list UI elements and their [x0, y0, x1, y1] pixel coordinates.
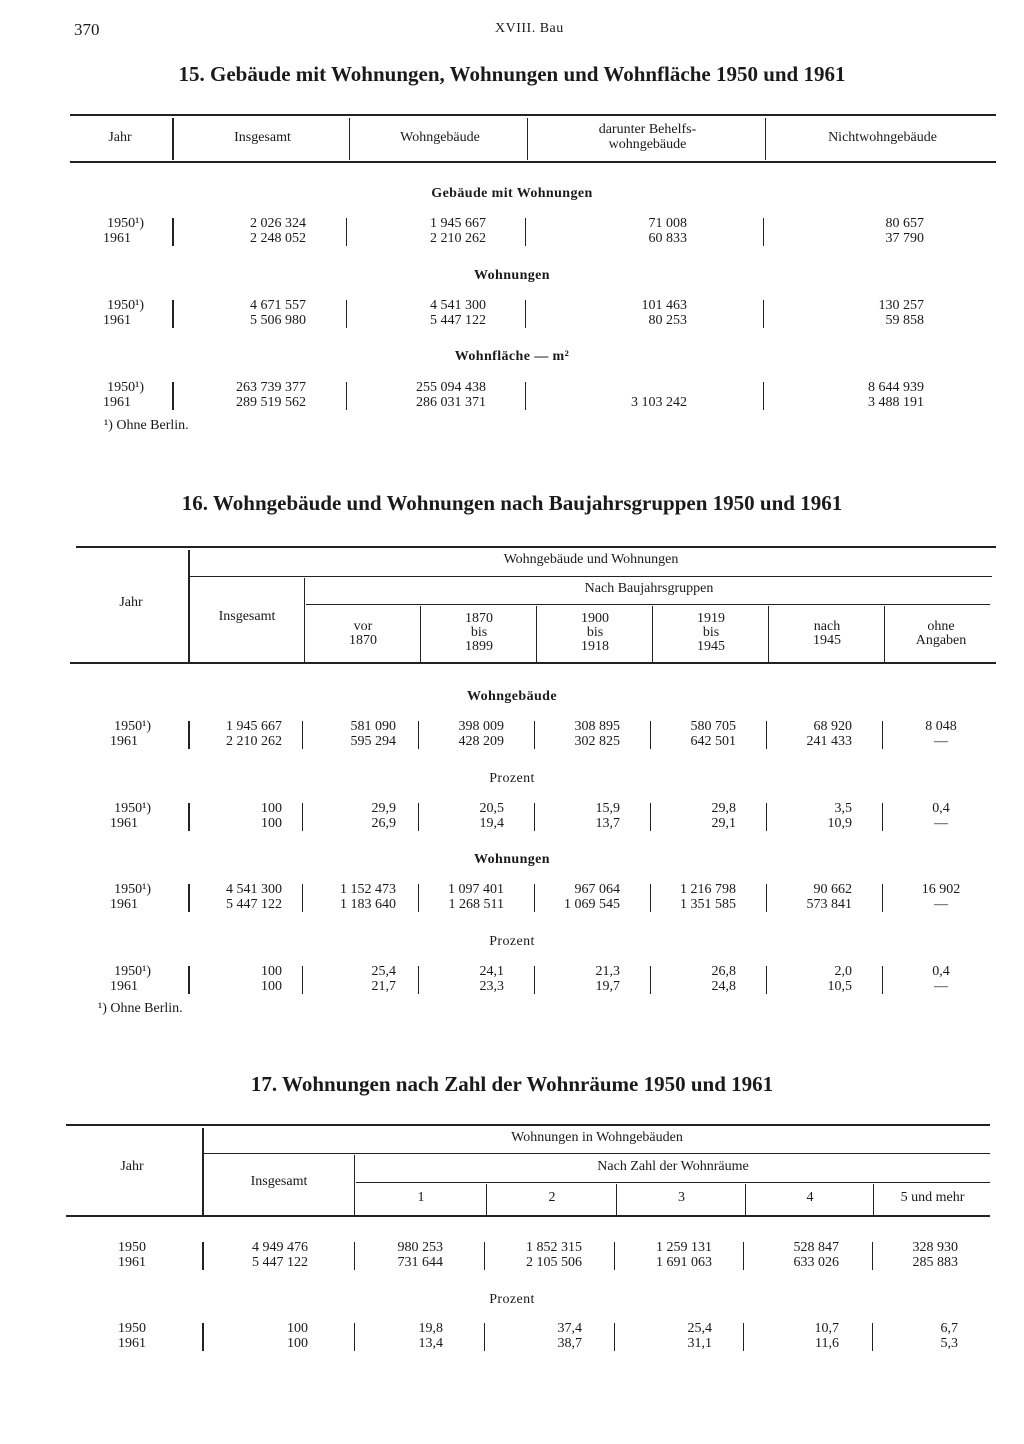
t15-section-label: Wohnfläche — m² — [454, 349, 570, 364]
t16-cell: 100 — [261, 816, 282, 831]
t16-header-sub: Nach Baujahrsgruppen — [584, 581, 714, 596]
t16-cell: 302 825 — [574, 734, 620, 749]
t16-cell: 308 895 — [574, 719, 620, 734]
t16-cell: 241 433 — [806, 734, 852, 749]
t16-row-divider — [882, 966, 883, 994]
t17-col-divider — [745, 1184, 746, 1215]
t16-header-c4: 1919 — [697, 611, 725, 626]
t17-col-divider — [616, 1184, 617, 1215]
t16-header-rule — [306, 604, 990, 605]
t15-year: 1950¹) — [107, 380, 144, 395]
t17-section-label: Prozent — [489, 1292, 535, 1307]
t15-section-label: Wohnungen — [474, 268, 550, 283]
t16-cell: 20,5 — [479, 801, 504, 816]
t16-cell: 398 009 — [458, 719, 504, 734]
t16-cell: 10,5 — [827, 979, 852, 994]
t15-cell: 289 519 562 — [236, 395, 306, 410]
t16-cell: 1 069 545 — [564, 897, 620, 912]
t16-col-divider — [652, 606, 653, 662]
t17-cell: 285 883 — [912, 1255, 958, 1270]
t15-cell: 80 253 — [648, 313, 687, 328]
t17-row-divider — [614, 1323, 615, 1351]
t16-header-c2: bis — [470, 625, 488, 640]
t16-cell: 24,1 — [479, 964, 504, 979]
t16-section-label: Prozent — [489, 934, 535, 949]
t16-cell: 428 209 — [458, 734, 504, 749]
t15-cell: 101 463 — [641, 298, 687, 313]
table-17-title: 17. Wohnungen nach Zahl der Wohnräume 1950 und 1961 — [250, 1072, 774, 1096]
t16-header-c3: 1918 — [581, 639, 609, 654]
t16-year: 1950¹) — [114, 719, 151, 734]
t16-cell: 580 705 — [690, 719, 736, 734]
t17-row-divider — [872, 1242, 873, 1270]
t15-header-wohngebaeude: Wohngebäude — [400, 130, 480, 145]
t15-cell: 2 210 262 — [430, 231, 486, 246]
t16-cell: 25,4 — [371, 964, 396, 979]
t16-cell: 1 268 511 — [448, 897, 504, 912]
t16-header-rule — [190, 576, 992, 577]
t17-cell: 980 253 — [397, 1240, 443, 1255]
t16-header-c2: 1899 — [465, 639, 493, 654]
t16-col-divider — [304, 578, 305, 662]
t15-year: 1950¹) — [107, 216, 144, 231]
t16-year: 1961 — [110, 816, 138, 831]
t17-col-divider — [486, 1184, 487, 1215]
t17-cell: 5,3 — [940, 1336, 958, 1351]
t16-row-divider — [534, 884, 535, 912]
t15-row-divider — [763, 218, 764, 246]
t16-section-label: Wohngebäude — [467, 689, 557, 704]
t16-cell: 10,9 — [827, 816, 852, 831]
t16-cell: 24,8 — [711, 979, 736, 994]
t16-cell: 19,7 — [595, 979, 620, 994]
t16-row-divider — [302, 803, 303, 831]
t15-cell: 255 094 438 — [416, 380, 486, 395]
t15-cell: 3 103 242 — [631, 395, 687, 410]
t16-cell: 29,9 — [371, 801, 396, 816]
t17-cell: 13,4 — [418, 1336, 443, 1351]
t16-cell: 0,4 — [932, 801, 950, 816]
t15-cell: 8 644 939 — [868, 380, 924, 395]
t15-row-divider — [172, 382, 174, 410]
t15-row-divider — [525, 218, 526, 246]
t15-cell: 3 488 191 — [868, 395, 924, 410]
t17-cell: 4 949 476 — [252, 1240, 308, 1255]
t15-year: 1961 — [103, 231, 131, 246]
t15-cell: 286 031 371 — [416, 395, 486, 410]
t15-cell: 1 945 667 — [430, 216, 486, 231]
t16-row-divider — [534, 803, 535, 831]
t16-cell: — — [934, 816, 948, 831]
t16-header-c2: 1870 — [465, 611, 493, 626]
t16-section-label: Prozent — [489, 771, 535, 786]
running-head: XVIII. Bau — [495, 21, 564, 36]
t16-row-divider — [766, 721, 767, 749]
page-number: 370 — [74, 20, 100, 39]
t15-year: 1950¹) — [107, 298, 144, 313]
t15-row-divider — [172, 218, 174, 246]
t16-cell: 1 945 667 — [226, 719, 282, 734]
t17-cell: 37,4 — [557, 1321, 582, 1336]
t16-cell: 967 064 — [574, 882, 620, 897]
t16-row-divider — [766, 966, 767, 994]
t17-cell: 1 691 063 — [656, 1255, 712, 1270]
t16-row-divider — [650, 966, 651, 994]
t15-row-divider — [763, 300, 764, 328]
t16-header-c3: bis — [586, 625, 604, 640]
t16-header-c1: 1870 — [349, 633, 377, 648]
t15-header-behelfs-2: wohngebäude — [608, 137, 687, 152]
t16-cell: 595 294 — [350, 734, 396, 749]
t17-row-divider — [872, 1323, 873, 1351]
t17-cell: 11,6 — [815, 1336, 839, 1351]
t16-header-insgesamt: Insgesamt — [218, 609, 276, 624]
t17-header-col: 5 und mehr — [900, 1190, 965, 1205]
t16-row-divider — [534, 966, 535, 994]
t15-year: 1961 — [103, 313, 131, 328]
table-17-top-rule — [66, 1124, 990, 1126]
t16-row-divider — [650, 803, 651, 831]
table-15-col-divider — [527, 118, 528, 160]
t15-row-divider — [763, 382, 764, 410]
t15-cell: 37 790 — [885, 231, 924, 246]
table-16-top-rule — [76, 546, 996, 548]
t16-cell: 1 097 401 — [448, 882, 504, 897]
t16-row-divider — [766, 884, 767, 912]
t17-year: 1950 — [118, 1240, 146, 1255]
t15-row-divider — [525, 382, 526, 410]
t16-row-divider — [650, 884, 651, 912]
table-15-col-divider — [172, 118, 174, 160]
t16-cell: 29,8 — [711, 801, 736, 816]
t17-row-divider — [484, 1242, 485, 1270]
t15-row-divider — [346, 218, 347, 246]
t16-row-divider — [766, 803, 767, 831]
t17-cell: 528 847 — [793, 1240, 839, 1255]
t16-cell: 573 841 — [806, 897, 852, 912]
t15-cell: 2 026 324 — [250, 216, 306, 231]
t17-row-divider — [354, 1242, 355, 1270]
t16-year: 1961 — [110, 897, 138, 912]
t17-header-jahr: Jahr — [120, 1159, 144, 1174]
t15-header-nichtwohngebaeude: Nichtwohngebäude — [828, 130, 937, 145]
t15-row-divider — [172, 300, 174, 328]
table-15-col-divider — [349, 118, 350, 160]
t15-row-divider — [525, 300, 526, 328]
t16-header-c5: 1945 — [813, 633, 841, 648]
t16-cell: 1 152 473 — [340, 882, 396, 897]
t17-cell: 38,7 — [557, 1336, 582, 1351]
t17-cell: 2 105 506 — [526, 1255, 582, 1270]
t16-col-divider — [884, 606, 885, 662]
table-16-header-rule — [70, 662, 996, 664]
t16-row-divider — [418, 721, 419, 749]
t16-cell: 642 501 — [690, 734, 736, 749]
t15-cell: 263 739 377 — [236, 380, 306, 395]
t16-cell: 4 541 300 — [226, 882, 282, 897]
t15-cell: 60 833 — [648, 231, 687, 246]
t17-header-sub: Nach Zahl der Wohnräume — [597, 1159, 749, 1174]
t17-header-col: 1 — [417, 1190, 425, 1205]
t16-cell: 2 210 262 — [226, 734, 282, 749]
t16-cell: 100 — [261, 979, 282, 994]
t17-col-divider — [873, 1184, 874, 1215]
t16-col-divider — [420, 606, 421, 662]
t17-col-divider — [354, 1155, 355, 1215]
t17-year: 1961 — [118, 1336, 146, 1351]
t15-header-jahr: Jahr — [108, 130, 132, 145]
t15-cell: 71 008 — [648, 216, 687, 231]
t16-row-divider — [418, 884, 419, 912]
t17-cell: 19,8 — [418, 1321, 443, 1336]
t16-cell: 19,4 — [479, 816, 504, 831]
t15-cell: 59 858 — [885, 313, 924, 328]
t16-cell: 16 902 — [921, 882, 961, 897]
t17-cell: 731 644 — [397, 1255, 443, 1270]
t17-cell: 31,1 — [687, 1336, 712, 1351]
t16-header-c4: bis — [702, 625, 720, 640]
t16-cell: 100 — [261, 801, 282, 816]
t17-header-col: 3 — [678, 1190, 685, 1205]
t16-cell: 581 090 — [350, 719, 396, 734]
t16-cell: 21,3 — [595, 964, 620, 979]
t16-header-c5: nach — [813, 619, 841, 634]
t17-cell: 10,7 — [814, 1321, 839, 1336]
t16-row-divider — [882, 803, 883, 831]
t17-cell: 100 — [287, 1336, 308, 1351]
t15-cell: 4 541 300 — [430, 298, 486, 313]
t17-cell: 25,4 — [687, 1321, 712, 1336]
t16-cell: 0,4 — [932, 964, 950, 979]
t16-cell: 100 — [261, 964, 282, 979]
t15-row-divider — [346, 382, 347, 410]
t15-year: 1961 — [103, 395, 131, 410]
t15-cell: 80 657 — [885, 216, 924, 231]
t17-cell: 5 447 122 — [252, 1255, 308, 1270]
t16-row-divider — [882, 884, 883, 912]
t16-year: 1961 — [110, 979, 138, 994]
table-17-header-rule — [66, 1215, 990, 1217]
t16-cell: 2,0 — [834, 964, 852, 979]
t15-cell: 2 248 052 — [250, 231, 306, 246]
t17-row-divider — [354, 1323, 355, 1351]
t15-cell: 4 671 557 — [250, 298, 306, 313]
t16-row-divider — [302, 884, 303, 912]
t16-cell: 26,8 — [711, 964, 736, 979]
t16-cell: 26,9 — [371, 816, 396, 831]
t16-cell: 3,5 — [834, 801, 852, 816]
t17-cell: 1 852 315 — [526, 1240, 582, 1255]
t17-header-col: 4 — [806, 1190, 814, 1205]
t16-row-divider — [302, 966, 303, 994]
t16-cell: — — [934, 897, 948, 912]
t16-col-divider — [536, 606, 537, 662]
t16-header-jahr: Jahr — [119, 595, 143, 610]
t16-header-c4: 1945 — [697, 639, 725, 654]
t15-cell: 130 257 — [878, 298, 924, 313]
t15-header-insgesamt: Insgesamt — [234, 130, 291, 145]
t16-cell: 1 216 798 — [680, 882, 736, 897]
t16-cell: 5 447 122 — [226, 897, 282, 912]
t17-row-divider — [743, 1323, 744, 1351]
t16-row-divider — [650, 721, 651, 749]
t16-cell: 23,3 — [479, 979, 504, 994]
t16-year: 1950¹) — [114, 964, 151, 979]
t15-header-behelfs-1: darunter Behelfs- — [598, 122, 697, 137]
t17-year: 1961 — [118, 1255, 146, 1270]
table-16-title: 16. Wohngebäude und Wohnungen nach Baujahrsgruppen 1950 und 1961 — [181, 491, 843, 515]
t16-row-divider — [882, 721, 883, 749]
t17-header-rule — [356, 1182, 990, 1183]
t16-row-divider — [302, 721, 303, 749]
table-15-top-rule — [70, 114, 996, 116]
t16-cell: 29,1 — [711, 816, 736, 831]
t17-cell: 633 026 — [793, 1255, 839, 1270]
t17-header-col: 2 — [548, 1190, 556, 1205]
t16-cell: — — [934, 979, 948, 994]
t17-cell: 100 — [287, 1321, 308, 1336]
t16-col-divider — [768, 606, 769, 662]
t16-cell: 1 183 640 — [340, 897, 396, 912]
t16-header-c6: Angaben — [915, 633, 967, 648]
table-15-title: 15. Gebäude mit Wohnungen, Wohnungen und Wohnfläche 1950 und 1961 — [178, 62, 846, 86]
t16-cell: 21,7 — [371, 979, 396, 994]
t16-header-group: Wohngebäude und Wohnungen — [503, 552, 679, 567]
t16-header-c1: vor — [353, 619, 373, 634]
t16-section-label: Wohnungen — [474, 852, 550, 867]
t16-footnote: ¹) Ohne Berlin. — [98, 1001, 183, 1016]
t16-cell: 68 920 — [813, 719, 852, 734]
t17-row-divider — [743, 1242, 744, 1270]
t16-cell: 8 048 — [925, 719, 957, 734]
t16-row-divider — [534, 721, 535, 749]
table-15-header-rule — [70, 161, 996, 163]
t17-header-group: Wohnungen in Wohngebäuden — [511, 1130, 683, 1145]
t16-cell: 1 351 585 — [680, 897, 736, 912]
t16-year: 1950¹) — [114, 882, 151, 897]
t15-section-label: Gebäude mit Wohnungen — [431, 186, 593, 201]
t16-cell: 90 662 — [813, 882, 852, 897]
t16-cell: 13,7 — [595, 816, 620, 831]
t17-cell: 6,7 — [940, 1321, 958, 1336]
t17-cell: 328 930 — [912, 1240, 958, 1255]
t15-footnote: ¹) Ohne Berlin. — [104, 418, 189, 433]
t15-cell: 5 447 122 — [430, 313, 486, 328]
t17-year: 1950 — [118, 1321, 146, 1336]
t16-row-divider — [418, 803, 419, 831]
t17-cell: 1 259 131 — [656, 1240, 712, 1255]
t16-year: 1961 — [110, 734, 138, 749]
t16-cell: 15,9 — [595, 801, 620, 816]
t16-header-c3: 1900 — [581, 611, 609, 626]
table-15-col-divider — [765, 118, 766, 160]
t17-row-divider — [484, 1323, 485, 1351]
t16-row-divider — [418, 966, 419, 994]
t15-cell: 5 506 980 — [250, 313, 306, 328]
t16-header-c6: ohne — [927, 619, 955, 634]
t16-cell: — — [934, 734, 948, 749]
t17-header-rule — [204, 1153, 990, 1154]
t17-header-insgesamt: Insgesamt — [250, 1174, 308, 1189]
t15-row-divider — [346, 300, 347, 328]
t17-row-divider — [614, 1242, 615, 1270]
t16-year: 1950¹) — [114, 801, 151, 816]
